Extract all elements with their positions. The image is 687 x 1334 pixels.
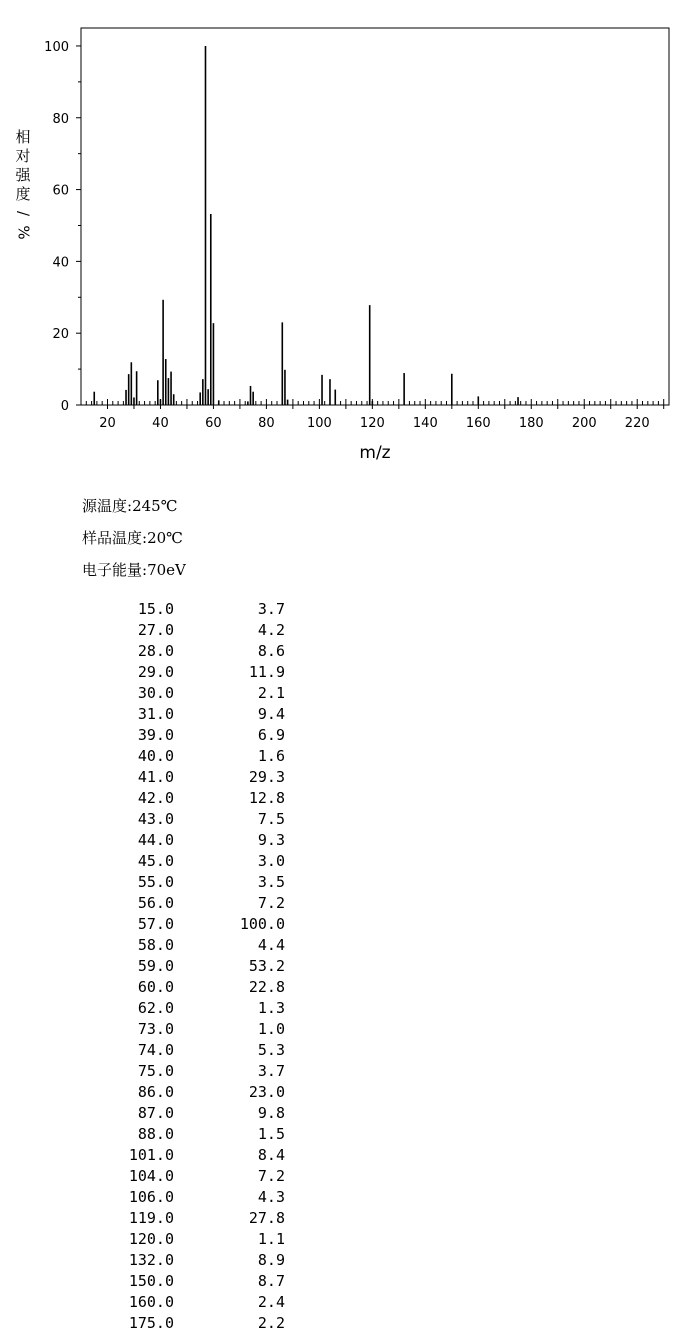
peak-intensity: 8.9: [257, 1251, 285, 1269]
y-axis-label-char: 度: [15, 185, 31, 203]
peak-intensity: 1.1: [257, 1230, 285, 1248]
peak-row: [100, 1124, 285, 1145]
peak-intensity: 100.0: [239, 915, 285, 933]
peak-row: [100, 746, 285, 767]
source-temperature: 源温度:245℃: [82, 497, 178, 515]
peak-row: [100, 1250, 285, 1271]
y-axis-label-char: 强: [15, 166, 31, 184]
peak-row: [100, 851, 285, 872]
peak-intensity: 9.3: [257, 831, 285, 849]
peak-row: [100, 1208, 285, 1229]
peak-mz: 86.0: [137, 1083, 174, 1101]
source-temperature-value: 245℃: [132, 497, 178, 515]
peak-row: [100, 641, 285, 662]
peak-intensity: 8.4: [257, 1146, 285, 1164]
peak-row: [100, 1082, 285, 1103]
peak-intensity: 3.7: [257, 1062, 285, 1080]
electron-energy: 电子能量:70eV: [82, 561, 186, 579]
peak-mz: 87.0: [137, 1104, 174, 1122]
peak-intensity: 12.8: [248, 789, 285, 807]
peak-mz: 132.0: [128, 1251, 174, 1269]
plot-frame: [81, 28, 669, 405]
peak-mz: 27.0: [137, 621, 174, 639]
peak-mz: 75.0: [137, 1062, 174, 1080]
peak-row: [100, 1103, 285, 1124]
peak-table: [100, 599, 285, 1334]
peak-intensity: 1.0: [257, 1020, 285, 1038]
peak-intensity: 1.3: [257, 999, 285, 1017]
peak-row: [100, 956, 285, 977]
y-axis-label-char: %: [14, 225, 33, 240]
peak-row: [100, 1040, 285, 1061]
x-tick-label: 180: [518, 416, 544, 431]
peak-intensity: 2.1: [257, 684, 285, 702]
sample-temperature-label: 样品温度: [82, 529, 143, 547]
peak-mz: 119.0: [128, 1209, 174, 1227]
peak-row: [100, 1166, 285, 1187]
peak-mz: 150.0: [128, 1272, 174, 1290]
peak-intensity: 3.5: [257, 873, 285, 891]
peak-row: [100, 599, 285, 620]
peak-mz: 29.0: [137, 663, 174, 681]
peak-row: [100, 1145, 285, 1166]
peak-intensity: 7.5: [257, 810, 285, 828]
peak-mz: 44.0: [137, 831, 174, 849]
peak-mz: 59.0: [137, 957, 174, 975]
peak-intensity: 2.2: [257, 1314, 285, 1332]
y-tick-label: 0: [60, 399, 69, 414]
peak-row: [100, 1019, 285, 1040]
peak-intensity: 11.9: [248, 663, 285, 681]
y-axis-label-char: 相: [15, 128, 31, 146]
x-tick-label: 120: [359, 416, 385, 431]
peak-intensity: 4.4: [257, 936, 285, 954]
peak-mz: 43.0: [137, 810, 174, 828]
peak-row: [100, 893, 285, 914]
peak-row: [100, 1292, 285, 1313]
peak-mz: 60.0: [137, 978, 174, 996]
peak-mz: 15.0: [137, 600, 174, 618]
peak-intensity: 4.2: [257, 621, 285, 639]
x-tick-label: 60: [205, 416, 222, 431]
y-tick-label: 20: [52, 327, 69, 343]
peak-intensity: 1.6: [257, 747, 285, 765]
peak-mz: 55.0: [137, 873, 174, 891]
peak-row: [100, 935, 285, 956]
peak-mz: 101.0: [128, 1146, 174, 1164]
peak-row: [100, 1229, 285, 1250]
peak-row: [100, 914, 285, 935]
x-tick-label: 20: [99, 416, 116, 431]
peak-row: [100, 725, 285, 746]
sample-temperature: 样品温度:20℃: [82, 529, 183, 547]
peak-intensity: 53.2: [248, 957, 285, 975]
peak-intensity: 22.8: [248, 978, 285, 996]
y-tick-label: 60: [52, 183, 69, 199]
peak-mz: 57.0: [137, 915, 174, 933]
peak-mz: 73.0: [137, 1020, 174, 1038]
peak-row: [100, 704, 285, 725]
peak-mz: 41.0: [137, 768, 174, 786]
peak-mz: 160.0: [128, 1293, 174, 1311]
peak-row: [100, 767, 285, 788]
peak-intensity: 23.0: [248, 1083, 285, 1101]
peak-mz: 62.0: [137, 999, 174, 1017]
peak-intensity: 9.4: [257, 705, 285, 723]
x-tick-label: 200: [571, 416, 597, 431]
peak-mz: 120.0: [128, 1230, 174, 1248]
peak-row: [100, 872, 285, 893]
sample-temperature-value: 20℃: [147, 529, 183, 547]
y-axis-label-char: 对: [15, 147, 31, 165]
peak-intensity: 2.4: [257, 1293, 285, 1311]
peak-row: [100, 1271, 285, 1292]
x-tick-label: 140: [412, 416, 438, 431]
source-temperature-label: 源温度: [82, 497, 128, 515]
peak-mz: 30.0: [137, 684, 174, 702]
peak-row: [100, 998, 285, 1019]
x-tick-label: 100: [306, 416, 332, 431]
peak-mz: 56.0: [137, 894, 174, 912]
electron-energy-value: 70eV: [147, 561, 186, 579]
peak-mz: 40.0: [137, 747, 174, 765]
x-tick-label: 220: [624, 416, 650, 431]
peak-row: [100, 977, 285, 998]
peak-row: [100, 788, 285, 809]
peak-mz: 39.0: [137, 726, 174, 744]
x-tick-label: 40: [152, 416, 169, 431]
y-tick-label: 100: [44, 39, 69, 55]
peak-intensity: 8.6: [257, 642, 285, 660]
peak-intensity: 4.3: [257, 1188, 285, 1206]
peak-mz: 45.0: [137, 852, 174, 870]
peak-intensity: 5.3: [257, 1041, 285, 1059]
peak-mz: 88.0: [137, 1125, 174, 1143]
y-tick-label: 40: [52, 255, 69, 271]
peak-row: [100, 620, 285, 641]
peak-mz: 106.0: [128, 1188, 174, 1206]
peak-mz: 31.0: [137, 705, 174, 723]
x-tick-label: 160: [465, 416, 491, 431]
peak-intensity: 3.0: [257, 852, 285, 870]
peak-row: [100, 1187, 285, 1208]
peak-mz: 104.0: [128, 1167, 174, 1185]
peak-intensity: 7.2: [257, 1167, 285, 1185]
x-axis-label: m/z: [359, 443, 391, 463]
peak-intensity: 3.7: [257, 600, 285, 618]
peak-intensity: 9.8: [257, 1104, 285, 1122]
peak-row: [100, 830, 285, 851]
mass-spectrum-chart: [0, 0, 687, 470]
peak-mz: 42.0: [137, 789, 174, 807]
electron-energy-label: 电子能量: [82, 561, 143, 579]
y-tick-label: 80: [52, 111, 69, 127]
peak-row: [100, 662, 285, 683]
x-tick-label: 80: [258, 416, 275, 431]
peak-mz: 74.0: [137, 1041, 174, 1059]
peak-row: [100, 1061, 285, 1082]
peak-mz: 28.0: [137, 642, 174, 660]
peak-mz: 58.0: [137, 936, 174, 954]
peak-intensity: 27.8: [248, 1209, 285, 1227]
peak-row: [100, 1313, 285, 1334]
peak-row: [100, 683, 285, 704]
peak-intensity: 29.3: [248, 768, 285, 786]
peak-mz: 175.0: [128, 1314, 174, 1332]
peak-intensity: 7.2: [257, 894, 285, 912]
peak-intensity: 1.5: [257, 1125, 285, 1143]
y-axis-label-char: /: [14, 210, 33, 217]
peak-intensity: 6.9: [257, 726, 285, 744]
peak-intensity: 8.7: [257, 1272, 285, 1290]
y-axis-label: [14, 128, 32, 242]
peak-row: [100, 809, 285, 830]
